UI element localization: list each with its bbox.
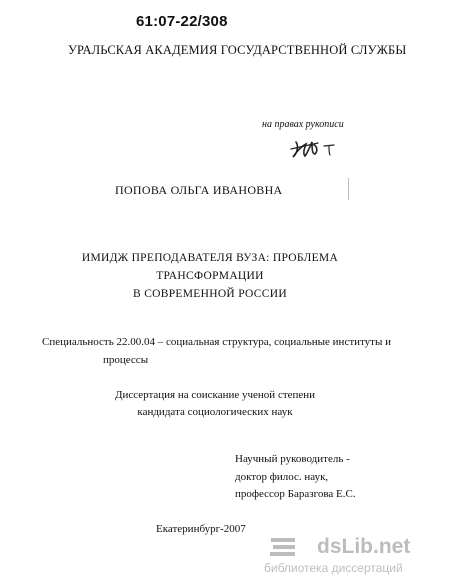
adviser-line: доктор филос. наук, [235, 470, 329, 483]
scientific-adviser [235, 451, 356, 504]
book-stack-logo-icon [269, 535, 297, 559]
registry-number: 61:07-22/308 [136, 13, 228, 30]
margin-mark [348, 178, 349, 200]
dissertation-degree [100, 387, 330, 421]
specialty-line: процессы [103, 353, 149, 366]
degree-line: кандидата социологических наук [137, 406, 293, 418]
title-line: ТРАНСФОРМАЦИИ [156, 270, 264, 282]
watermark [263, 534, 448, 578]
watermark-brand: dsLib.net [317, 535, 411, 558]
adviser-line: профессор Баразгова Е.С. [235, 488, 356, 500]
adviser-line: Научный руководитель - [235, 453, 350, 465]
city-year: Екатеринбург-2007 [156, 523, 246, 535]
thesis-title [70, 249, 350, 303]
author-name: ПОПОВА ОЛЬГА ИВАНОВНА [115, 183, 283, 197]
title-line: В СОВРЕМЕННОЙ РОССИИ [133, 288, 287, 300]
degree-line: Диссертация на соискание ученой степени [114, 389, 316, 401]
specialty-line: Специальность 22.00.04 – социальная структура, социальные институты и [42, 336, 392, 348]
signature-icon [288, 132, 346, 162]
watermark-subtitle: библиотека диссертаций [264, 561, 403, 575]
institution-name: УРАЛЬСКАЯ АКАДЕМИЯ ГОСУДАРСТВЕННОЙ СЛУЖБЫ [68, 43, 407, 57]
manuscript-rights-note: на правах рукописи [262, 119, 344, 130]
specialty-block [42, 334, 391, 369]
title-line: ИМИДЖ ПРЕПОДАВАТЕЛЯ ВУЗА: ПРОБЛЕМА [81, 252, 339, 264]
